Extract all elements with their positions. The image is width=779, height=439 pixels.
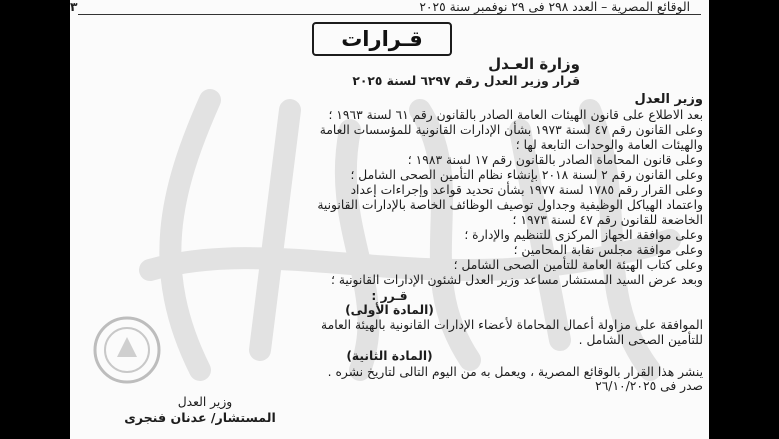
article1-line: الموافقة على مزاولة أعمال المحاماة لأعضاء الإدارات القانونية بالهيئة العامة [321, 318, 703, 332]
page-number: ٣ [70, 0, 78, 14]
preamble-line: والهيئات العامة والوحدات التابعة لها ؛ [515, 138, 703, 152]
signatory-role: وزير العدل [177, 395, 233, 409]
article1-title: (المادة الأولى) [345, 303, 434, 317]
article2-line: ينشر هذا القرار بالوقائع المصرية ، ويعمل به من اليوم التالى لتاريخ نشره . [327, 365, 703, 379]
decree-title: قرار وزير العدل رقم ٦٢٩٧ لسنة ٢٠٢٥ [352, 74, 580, 88]
preamble-line: وعلى موافقة مجلس نقابة المحامين ؛ [513, 243, 703, 257]
preamble-line: الخاضعة للقانون رقم ٤٧ لسنة ١٩٧٣ ؛ [512, 213, 703, 227]
gazette-header: الوقائع المصرية – العدد ٢٩٨ فى ٢٩ نوفمبر سنة ٢٠٢٥ [419, 0, 690, 14]
left-black-border [0, 0, 70, 439]
ministry-title: وزارة العـدل [488, 55, 580, 73]
issue-date: صدر فى ٢٦/١٠/٢٠٢٥ [595, 379, 703, 393]
right-black-border [709, 0, 779, 439]
preamble-line: وعلى القرار رقم ١٧٨٥ لسنة ١٩٧٧ بشأن تحديد قواعد وإجراءات إعداد [350, 183, 703, 197]
preamble-line: وعلى كتاب الهيئة العامة للتأمين الصحى الشامل ؛ [453, 258, 703, 272]
preamble-line: وعلى القانون رقم ٢ لسنة ٢٠١٨ بإنشاء نظام التأمين الصحى الشامل ؛ [350, 168, 703, 182]
signatory-name: المستشار/ عدنان فنجرى [124, 410, 276, 425]
issuer-label: وزير العدل [634, 92, 703, 107]
preamble-line: وبعد عرض السيد المستشار مساعد وزير العدل لشئون الإدارات القانونية ؛ [331, 273, 703, 287]
preamble-line: واعتماد الهياكل الوظيفية وجداول توصيف الوظائف الخاصة بالإدارات القانونية [317, 198, 703, 212]
decrees-heading: قـرارات [341, 27, 423, 51]
heading-frame [312, 22, 452, 56]
preamble-line: وعلى القانون رقم ٤٧ لسنة ١٩٧٣ بشأن الإدارات القانونية للمؤسسات العامة [319, 123, 703, 137]
official-seal-icon [92, 315, 162, 385]
header-rule [78, 14, 701, 15]
preamble-line: وعلى موافقة الجهاز المركزى للتنظيم والإدارة ؛ [464, 228, 703, 242]
decided-label: قـرر : [371, 289, 408, 303]
preamble-line: وعلى قانون المحاماة الصادر بالقانون رقم ١٧ لسنة ١٩٨٣ ؛ [407, 153, 703, 167]
article2-title: (المادة الثانية) [346, 349, 433, 363]
preamble-line: بعد الاطلاع على قانون الهيئات العامة الصادر بالقانون رقم ٦١ لسنة ١٩٦٣ ؛ [328, 108, 703, 122]
article1-line: للتأمين الصحى الشامل . [578, 333, 703, 347]
document-page [70, 0, 709, 439]
